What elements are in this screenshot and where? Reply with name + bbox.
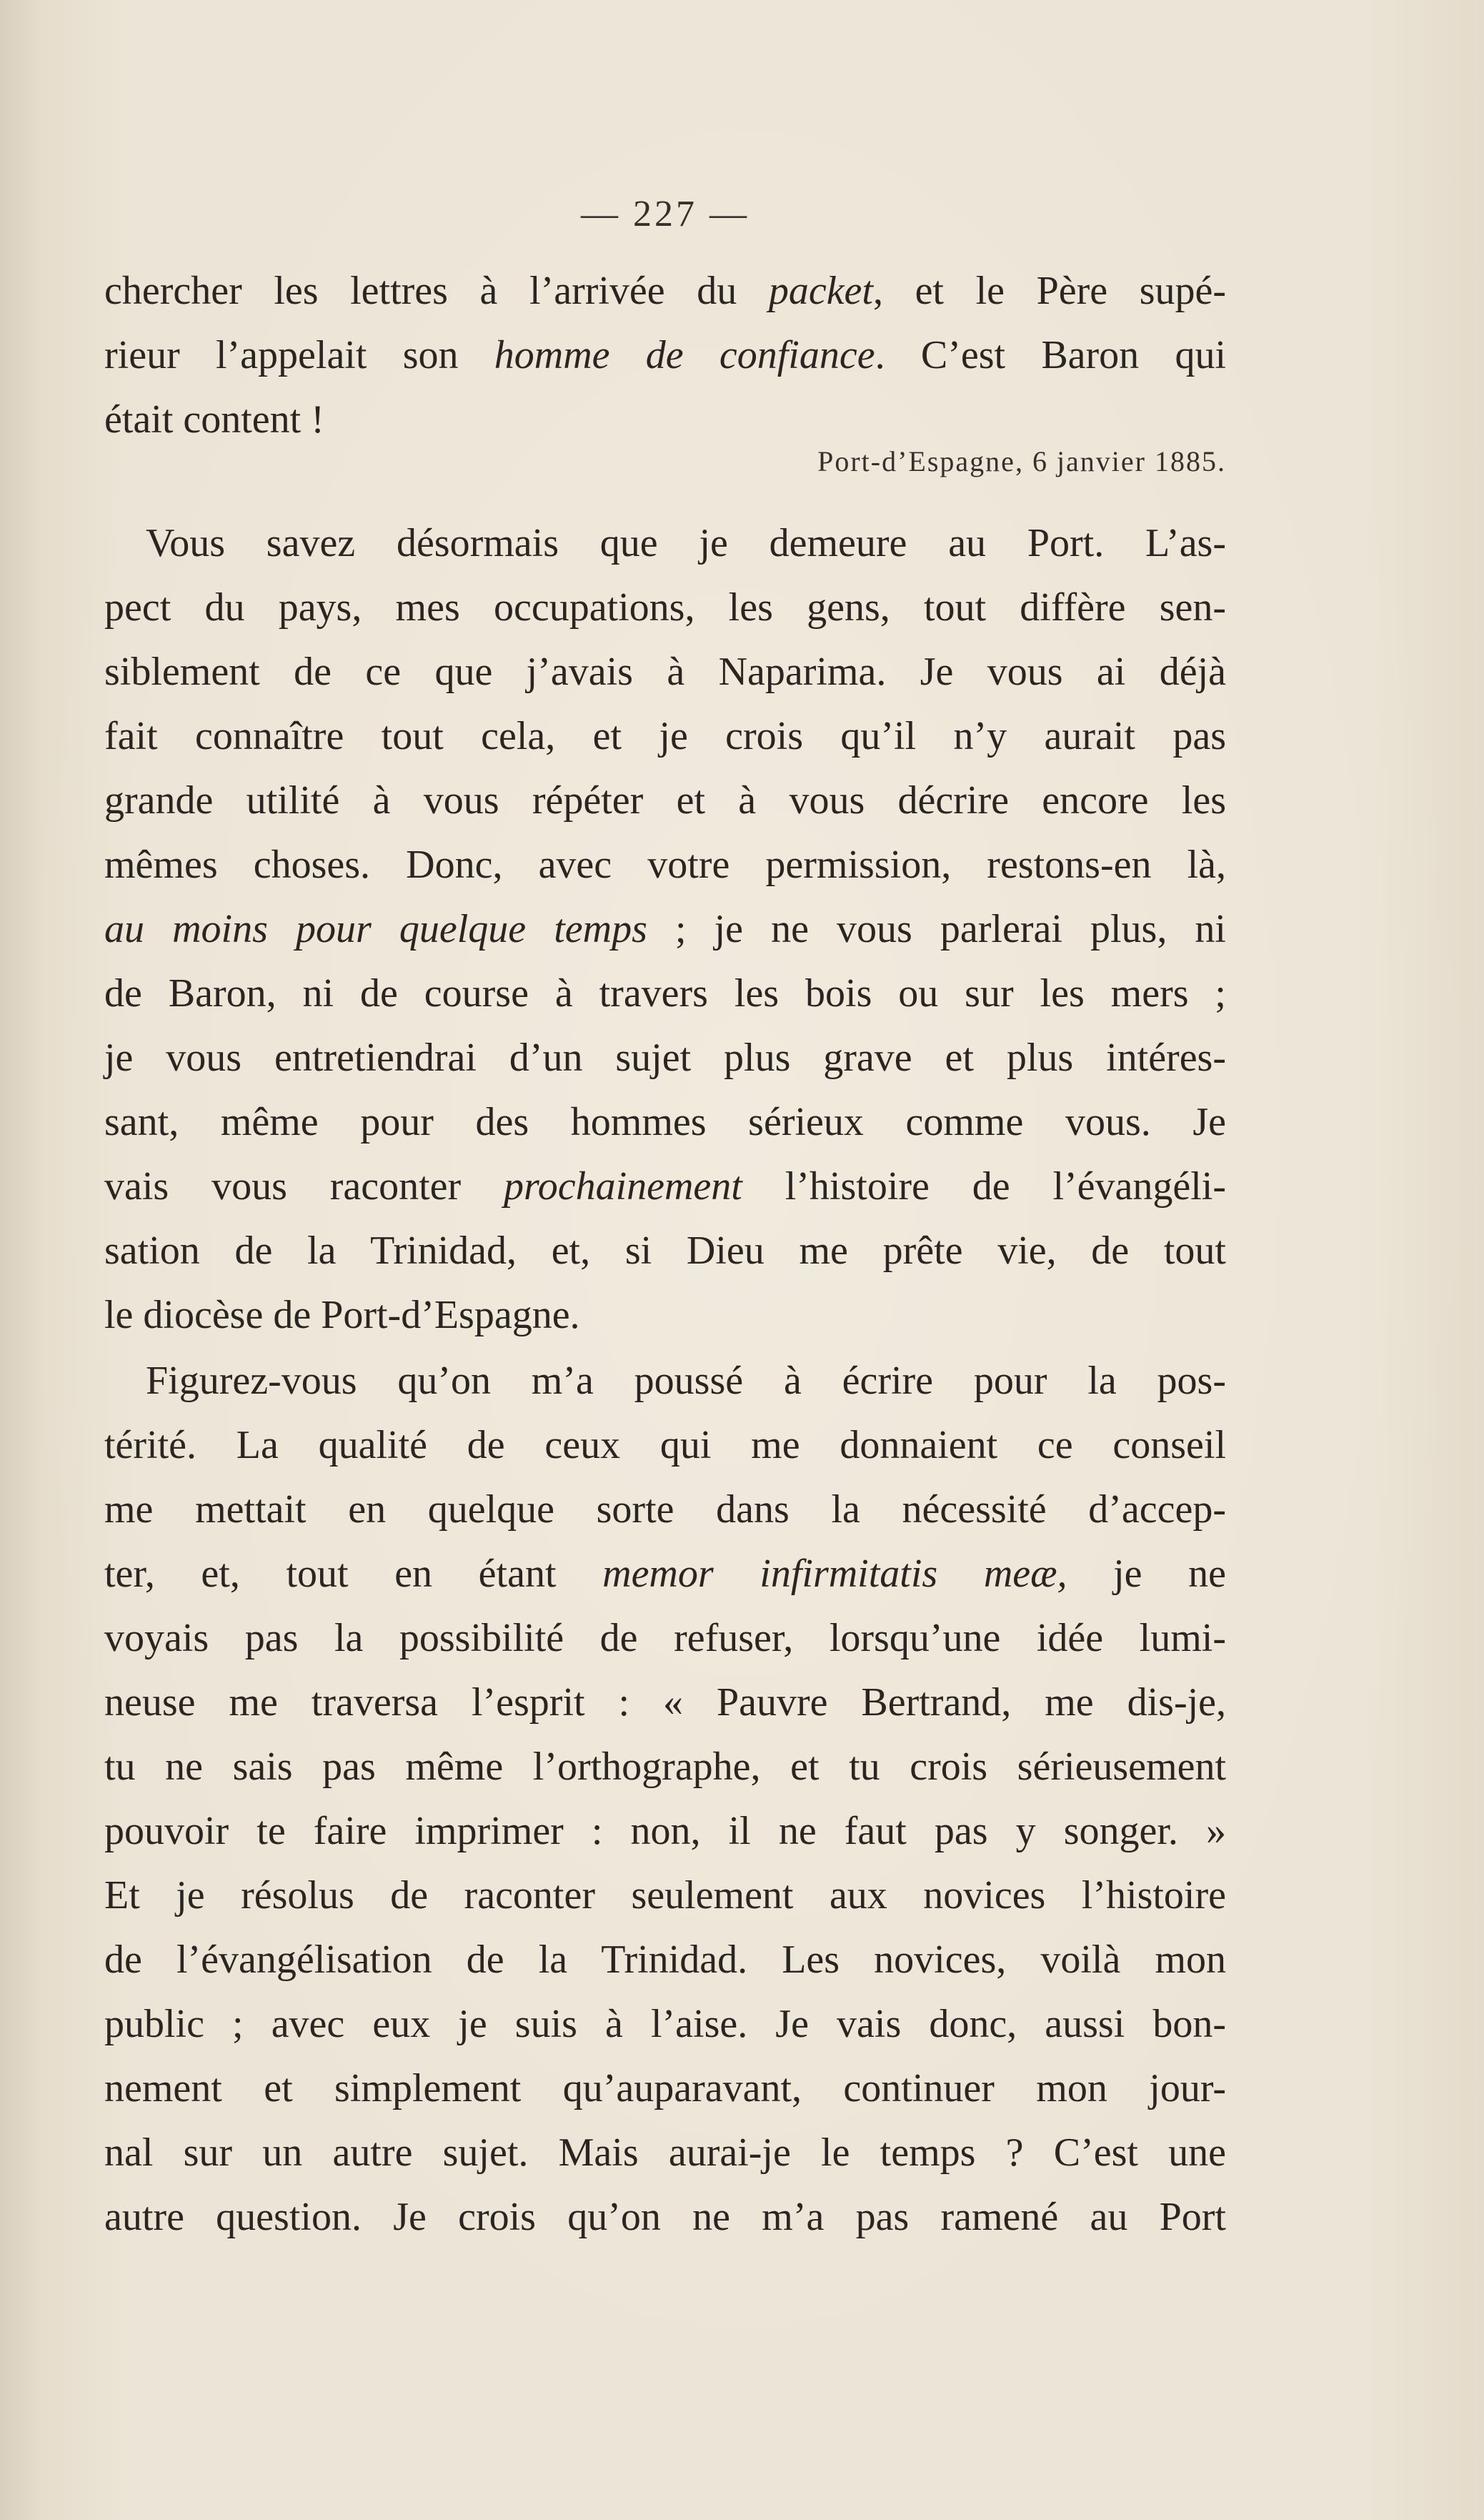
text-line: le diocèse de Port-d’Espagne. [104, 1293, 580, 1337]
text-line: Figurez-vous qu’on m’a poussé à écrire pour la pos- [146, 1359, 1226, 1403]
text-line: de Baron, ni de course à travers les bois ou sur les mers ; [104, 971, 1226, 1016]
text-line: chercher les lettres à l’arrivée du packet, et le Père supé- [104, 269, 1226, 313]
text-line: au moins pour quelque temps ; je ne vous parlerai plus, ni [104, 907, 1226, 951]
italic-word: prochainement [504, 1164, 742, 1209]
text-line: pect du pays, mes occupations, les gens, tout diffère sen- [104, 585, 1226, 630]
text-line: siblement de ce que j’avais à Naparima. Je vous ai déjà [104, 650, 1226, 694]
text-line: public ; avec eux je suis à l’aise. Je vais donc, aussi bon- [104, 2002, 1226, 2046]
text-line: de l’évangélisation de la Trinidad. Les novices, voilà mon [104, 1938, 1226, 1982]
text-line: pouvoir te faire imprimer : non, il ne faut pas y songer. » [104, 1809, 1226, 1853]
text-line: vais vous raconter prochainement l’histoire de l’évangéli- [104, 1164, 1226, 1209]
text-line: ter, et, tout en étant memor infirmitatis meæ, je ne [104, 1552, 1226, 1596]
text-line: Et je résolus de raconter seulement aux novices l’histoire [104, 1873, 1226, 1918]
text-line: fait connaître tout cela, et je crois qu’il n’y aurait pas [104, 714, 1226, 758]
italic-phrase: homme de confiance [494, 333, 875, 377]
text-line: tu ne sais pas même l’orthographe, et tu crois sérieusement [104, 1745, 1226, 1789]
dateline: Port-d’Espagne, 6 janvier 1885. [817, 445, 1226, 477]
text-line: nement et simplement qu’auparavant, continuer mon jour- [104, 2066, 1226, 2110]
text-line: grande utilité à vous répéter et à vous décrire encore les [104, 778, 1226, 823]
text-line: térité. La qualité de ceux qui me donnaient ce conseil [104, 1423, 1226, 1467]
text-line: je vous entretiendrai d’un sujet plus grave et plus intéres- [104, 1036, 1226, 1080]
text-line: mêmes choses. Donc, avec votre permission, restons-en là, [104, 843, 1226, 887]
italic-phrase: au moins pour quelque temps [104, 907, 647, 951]
italic-word: packet [768, 269, 873, 313]
text-line: était content ! [104, 397, 324, 442]
text-line: Vous savez désormais que je demeure au Port. L’as- [146, 521, 1226, 565]
italic-phrase: memor infirmitatis meæ, [602, 1552, 1067, 1596]
text-line: me mettait en quelque sorte dans la nécessité d’accep- [104, 1487, 1226, 1532]
text-line: autre question. Je crois qu’on ne m’a pas ramené au Port [104, 2195, 1226, 2239]
text-line: rieur l’appelait son homme de confiance. C’est Baron qui [104, 333, 1227, 377]
text-line: nal sur un autre sujet. Mais aurai-je le temps ? C’est une [104, 2130, 1226, 2175]
text-line: neuse me traversa l’esprit : « Pauvre Bertrand, me dis-je, [104, 1680, 1226, 1725]
text-line: sant, même pour des hommes sérieux comme vous. Je [104, 1100, 1226, 1144]
text-line: sation de la Trinidad, et, si Dieu me prête vie, de tout [104, 1229, 1226, 1273]
page-number: — 227 — [581, 194, 750, 234]
text-line: voyais pas la possibilité de refuser, lorsqu’une idée lumi- [104, 1616, 1226, 1660]
